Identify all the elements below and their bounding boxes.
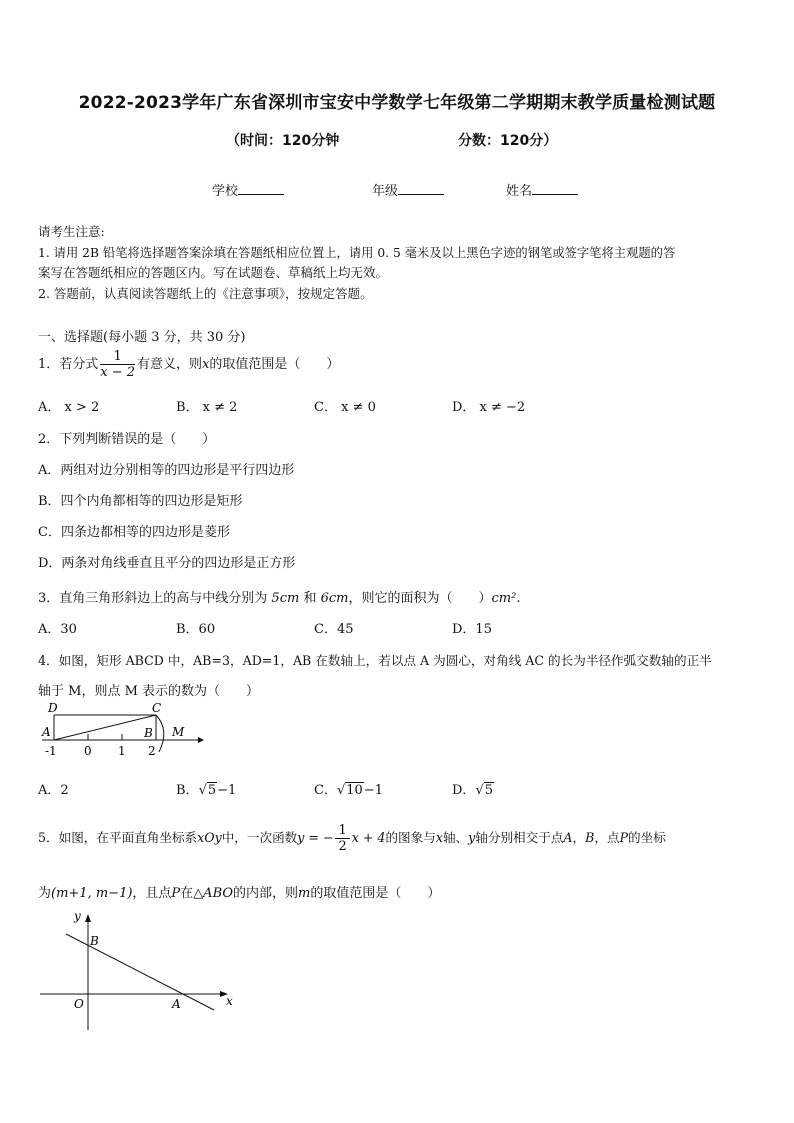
q5-l1d: 轴、 — [442, 830, 469, 845]
q4-tick-label-1: 1 — [118, 744, 126, 758]
q5-label-a: A — [172, 997, 181, 1011]
q5-l2e: 的取值范围是（ ） — [310, 886, 441, 901]
q5-triangle: △ABO — [193, 886, 234, 901]
q4-option-b-label: B． — [176, 783, 199, 798]
q2-option-a: A．两组对边分别相等的四边形是平行四边形 — [38, 463, 295, 478]
notice-line-2: 案写在答题纸相应的答题区内。写在试题卷、草稿纸上均无效。 — [38, 265, 389, 280]
exam-score: 分数：120分） — [458, 133, 558, 149]
q4-option-c-rest: −1 — [363, 783, 383, 798]
q5-l1c: 的图象与 — [385, 830, 436, 845]
question-5-line-2 — [38, 882, 440, 901]
q5-label-y: y — [74, 909, 81, 923]
q4-option-d-label: D． — [452, 783, 476, 798]
q1-mid: 有意义，则 — [137, 357, 203, 372]
q5-p: P — [619, 830, 629, 845]
q5-p-2: P — [171, 886, 181, 901]
q3-option-a: A．30 — [38, 622, 77, 637]
q4-arc — [156, 715, 164, 752]
school-field — [212, 180, 284, 199]
question-3 — [38, 587, 520, 606]
school-label: 学校 — [212, 184, 239, 199]
q1-var: x — [202, 357, 210, 372]
q1-suffix: 的取值范围是（ ） — [209, 357, 340, 372]
q4-label-d: D — [48, 701, 58, 715]
q3-end: . — [516, 591, 521, 606]
q5-figure — [34, 906, 244, 1036]
q5-l2b: ，且点 — [132, 886, 172, 901]
q5-label-b: B — [90, 934, 99, 948]
q4-label-a: A — [42, 725, 51, 739]
q4-axis-arrow — [198, 737, 204, 743]
q1-fraction — [100, 349, 135, 380]
q4-option-a: A．2 — [38, 783, 69, 798]
q5-fn-num: 1 — [335, 823, 349, 839]
q3-value-2: 6cm — [320, 591, 349, 606]
q1-denominator: x − 2 — [100, 365, 136, 380]
q3-stem-a: 3．直角三角形斜边上的高与中线分别为 — [38, 591, 268, 606]
q4-tick-label-0: 0 — [84, 744, 92, 758]
q3-unit: cm² — [491, 591, 517, 606]
q5-fn-pre: y = − — [297, 830, 334, 845]
q4-option-c-radicand: 10 — [346, 783, 363, 798]
q4-option-b-radicand: 5 — [207, 783, 217, 798]
q5-coord: (m+1, m−1) — [51, 886, 133, 901]
q1-option-a: A． x > 2 — [38, 400, 100, 415]
q3-option-b: B．60 — [176, 622, 216, 637]
q4-label-b: B — [144, 726, 153, 740]
q2-option-c: C．四条边都相等的四边形是菱形 — [38, 525, 230, 540]
q4-option-b: B．√5−1 — [176, 783, 237, 798]
q4-option-b-rest: −1 — [217, 783, 237, 798]
q1-option-b: B． x ≠ 2 — [176, 400, 238, 415]
q5-label-o: O — [74, 997, 84, 1011]
q5-a: A — [563, 830, 573, 845]
q5-l2c: 在 — [180, 886, 194, 901]
q1-numerator: 1 — [100, 349, 135, 365]
q2-option-d: D．两条对角线垂直且平分的四边形是正方形 — [38, 556, 296, 571]
q4-option-d: D．√5 — [452, 783, 494, 798]
q1-option-c: C． x ≠ 0 — [314, 400, 376, 415]
name-label: 姓名 — [506, 184, 533, 199]
q4-diagonal — [54, 715, 156, 740]
q4-option-c-label: C． — [314, 783, 337, 798]
section-heading: 一、选择题(每小题 3 分，共 30 分) — [38, 330, 246, 345]
notice-line-1: 1. 请用 2B 铅笔将选择题答案涂填在答题纸相应位置上，请用 0. 5 毫米及以上黑色字迹的钢笔或签字笔将主观题的答 — [38, 246, 676, 260]
q5-l1f: ，点 — [594, 830, 620, 845]
q5-fn-post: x + 4 — [351, 830, 386, 845]
q4-label-c: C — [152, 701, 162, 715]
q4-option-c: C．√10−1 — [314, 783, 383, 798]
q3-option-d: D．15 — [452, 622, 492, 637]
q5-l2a: 为 — [38, 886, 52, 901]
question-4-line-2: 轴于 M，则点 M 表示的数为（ ） — [38, 684, 260, 699]
q5-b: B — [585, 830, 595, 845]
q4-figure — [30, 700, 210, 764]
q5-l1e: 轴分别相交于点 — [475, 830, 564, 845]
q3-stem-b: ，则它的面积为（ ） — [348, 591, 492, 606]
q2-option-b: B．四个内角都相等的四边形是矩形 — [38, 494, 243, 509]
q5-m: m — [298, 886, 311, 901]
q1-option-d: D． x ≠ −2 — [452, 400, 526, 415]
q3-value-1: 5cm — [271, 591, 300, 606]
q5-label-x: x — [226, 994, 233, 1008]
name-blank — [532, 182, 578, 195]
q3-and: 和 — [303, 591, 317, 606]
q1-prefix: 1．若分式 — [38, 357, 99, 372]
exam-time: （时间：120分钟 — [226, 133, 340, 149]
q4-tick-label-2: 2 — [148, 744, 156, 758]
q5-l1a: 5．如图，在平面直角坐标系 — [38, 830, 198, 845]
q5-l1g: 的坐标 — [628, 830, 666, 845]
question-5-line-1 — [38, 818, 666, 858]
name-field — [506, 180, 578, 199]
q5-xoy: xOy — [197, 830, 222, 845]
q4-tick-label-neg1: -1 — [45, 744, 57, 758]
q5-l2d: 的内部，则 — [233, 886, 299, 901]
notice-heading: 请考生注意: — [38, 224, 105, 239]
q5-fn-fraction — [335, 823, 349, 854]
q5-comma: ， — [572, 830, 586, 845]
school-blank — [238, 182, 284, 195]
notice-line-3: 2. 答题前，认真阅读答题纸上的《注意事项》，按规定答题。 — [38, 286, 373, 301]
grade-blank — [398, 182, 444, 195]
question-4-line-1: 4．如图，矩形 ABCD 中，AB=3，AD=1，AB 在数轴上，若以点 A 为圆心，对角线 AC 的长为半径作弧交数轴的正半 — [38, 653, 712, 668]
q5-y: y — [468, 830, 476, 845]
question-1 — [38, 346, 339, 384]
q5-fn-den: 2 — [338, 839, 347, 854]
question-2: 2．下列判断错误的是（ ） — [38, 432, 216, 447]
exam-title: 2022-2023学年广东省深圳市宝安中学数学七年级第二学期期末教学质量检测试题 — [78, 93, 716, 113]
q5-y-arrow — [85, 914, 91, 922]
q4-label-m: M — [172, 725, 185, 739]
grade-field — [372, 180, 444, 199]
grade-label: 年级 — [372, 184, 399, 199]
q3-option-c: C．45 — [314, 622, 354, 637]
q5-x: x — [435, 830, 443, 845]
q4-option-d-radicand: 5 — [484, 783, 494, 798]
q5-l1b: 中，一次函数 — [221, 830, 298, 845]
